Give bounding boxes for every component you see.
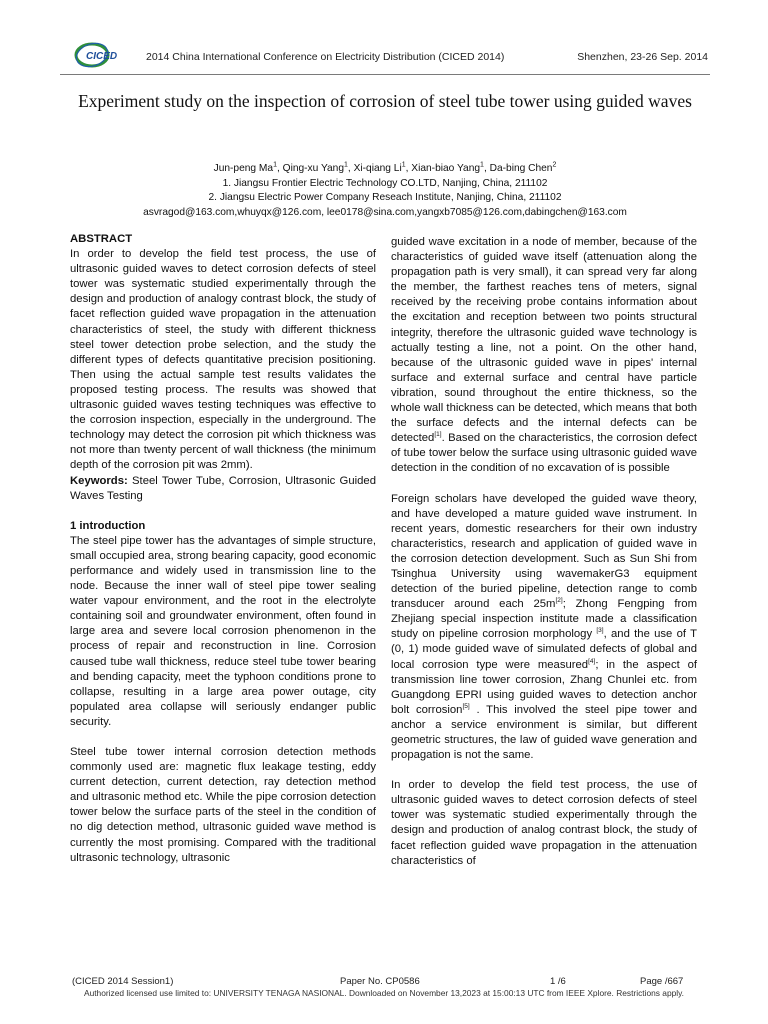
author-name: Xi-qiang Li <box>353 163 402 174</box>
intro-paragraph-2: Steel tube tower internal corrosion detection methods commonly used are: magnetic flux leakage testing, eddy current detection, current detection, ray detection method and ultrasonic method etc. While the pipe corrosion detection tower below the surface parts of the steel in the condition of no dig detection method, ultrasonic guided wave method is currently the most promising. Compared with the traditional ultrasonic technology, ultrasonic <box>70 746 376 864</box>
author-name: Da-bing Chen <box>489 163 553 174</box>
footer-page: Page /667 <box>640 976 684 987</box>
intro-paragraph-1: The steel pipe tower has the advantages of simple structure, small occupied area, strong bearing capacity, good economic performance and widely used in transmission line to the node. Because the inner wall of steel pipe tower sealing water vapour environment, and the root in the electrolyte containing soil and groundwater environment, often found in large area and severe local corrosion phenomenon in the process of repair and reconstruction in line. Corrosion caused tube wall thickness, reduce steel tube tower bearing and bending capacity, meet the typhoon conditions prone to collapse, resulting in a large area power outage, city populated area collapse will seriously endanger public security. <box>70 534 376 728</box>
citation-ref[interactable]: [2] <box>555 597 563 605</box>
logo-text: CICED <box>86 51 118 62</box>
section-heading-introduction: 1 introduction <box>70 519 146 532</box>
citation-ref[interactable]: [4] <box>588 657 596 665</box>
footer-session: (CICED 2014 Session1) <box>72 976 174 987</box>
keywords-label: Keywords: <box>70 474 128 487</box>
footer-paper-number: Paper No. CP0586 <box>340 976 420 987</box>
abstract-heading: ABSTRACT <box>70 233 133 245</box>
affiliation-2: 2. Jiangsu Electric Power Company Reseach Institute, Nanjing, China, 211102 <box>208 192 562 203</box>
author-emails[interactable]: asvragod@163.com,whuyqx@126.com, lee0178@sina.com,yangxb7085@126.com,dabingchen@163.com <box>143 206 627 218</box>
author-name: Xian-biao Yang <box>411 163 481 174</box>
author-name: Qing-xu Yang <box>282 163 344 174</box>
author-name: Jun-peng Ma <box>213 163 274 174</box>
footer-page-of: 1 /6 <box>550 976 566 987</box>
body-paragraph-3: In order to develop the field test process, the use of ultrasonic guided waves to detect corrosion defects of steel tower was systematic studied experimentally through the design and production of analog contrast block, the study of facet reflection guided wave propagation in the attenuation characteristics of <box>391 779 697 867</box>
body-paragraph-1: guided wave excitation in a node of member, because of the characteristics of guided wave itself (attenuation along the propagation path is very small), it can spread very far along the member, the farthest reaches tens of meters, signal received by the receiving probe contains information about the excitation and reception between two points structural integrity, therefore the ultrasonic guided wave technology is actually testing a line, not a point. On the other hand, because of the ultrasonic guided wave in pipes' internal surface and external surface and central have particle vibration, sound throughout the entire thickness, so the whole wall thickness can be detected, which means that both the surface defects and the internal defects can be detected[1]. Based on the characteristics, the corrosion defect of tube tower below the surface using ultrasonic guided wave detection in the condition of no excavation of is possible <box>391 236 697 475</box>
right-column <box>391 235 697 869</box>
citation-ref[interactable]: [5] <box>462 703 470 711</box>
keywords <box>70 474 376 504</box>
affiliation-1: 1. Jiangsu Frontier Electric Technology CO.LTD, Nanjing, China, 211102 <box>222 177 548 189</box>
conference-name: 2014 China International Conference on Electricity Distribution (CICED 2014) <box>146 51 505 63</box>
citation-ref[interactable]: [3] <box>596 627 604 635</box>
page-header <box>60 38 710 75</box>
ciced-logo-icon <box>68 40 128 70</box>
left-column <box>70 232 376 866</box>
conference-place-date: Shenzhen, 23-26 Sep. 2014 <box>577 51 708 63</box>
author-block <box>60 162 710 220</box>
keywords-text: Steel Tower Tube, Corrosion, Ultrasonic Guided Waves Testing <box>70 474 376 502</box>
paper-title: Experiment study on the inspection of corrosion of steel tube tower using guided waves <box>78 91 692 111</box>
body-paragraph-2: Foreign scholars have developed the guided wave theory, and have developed a mature guided wave instrument. In recent years, domestic researchers for their own industry characteristics, research and application of guided wave in the corrosion detection development. Such as Sun Shi from Tsinghua University using wavemakerG3 equipment detection of the buried pipeline, detection range to comb transducer around each 25m[2]; Zhong Fengping from Zhejiang special inspection institute made a classification study on pipeline corrosion morphology [3], and the use of T (0, 1) mode guided wave of simulated defects of global and local corrosion type were measured[4]; in the aspect of transmission line tower corrosion, Zhang Chunlei etc. from Guangdong EPRI using guided waves to detection anchor bolt corrosion[5] . This involved the steel pipe tower and anchor a service environment is similar, but different geometric structures, the law of guided wave generation and propagation is not the same. <box>391 492 697 762</box>
author-list: Jun-peng Ma$^1$, Qing-xu Yang$^1$, Xi-qiang Li$^1$, Xian-biao Yang$^1$, Da-bing Chen$^2$ <box>213 161 557 174</box>
license-notice: Authorized licensed use limited to: UNIVERSITY TENAGA NASIONAL. Downloaded on November 13,2023 at 15:00:13 UTC from IEEE Xplore. Restrictions apply. <box>83 988 685 998</box>
abstract-text: In order to develop the field test process, the use of ultrasonic guided waves to detect corrosion defects of steel tower was systematic studied experimentally through the design and production of analogy contrast block, the study of facet reflection guided wave propagation in the attenuation characteristics of steel, the study with different thickness steel tower detection probe selection, and the study the different types of defects quantitative precision positioning. Then using the actual sample test results validates the proposed testing process. The results was showed that ultrasonic guided waves testing techniques was effective to the corrosion inspection, especially in the underground. The technology may detect the corrosion pit which thickness was not more than twenty percent of wall thickness (the minimum depth of the corrosion pit was 2mm). <box>70 248 376 472</box>
citation-ref[interactable]: [1] <box>434 431 442 439</box>
